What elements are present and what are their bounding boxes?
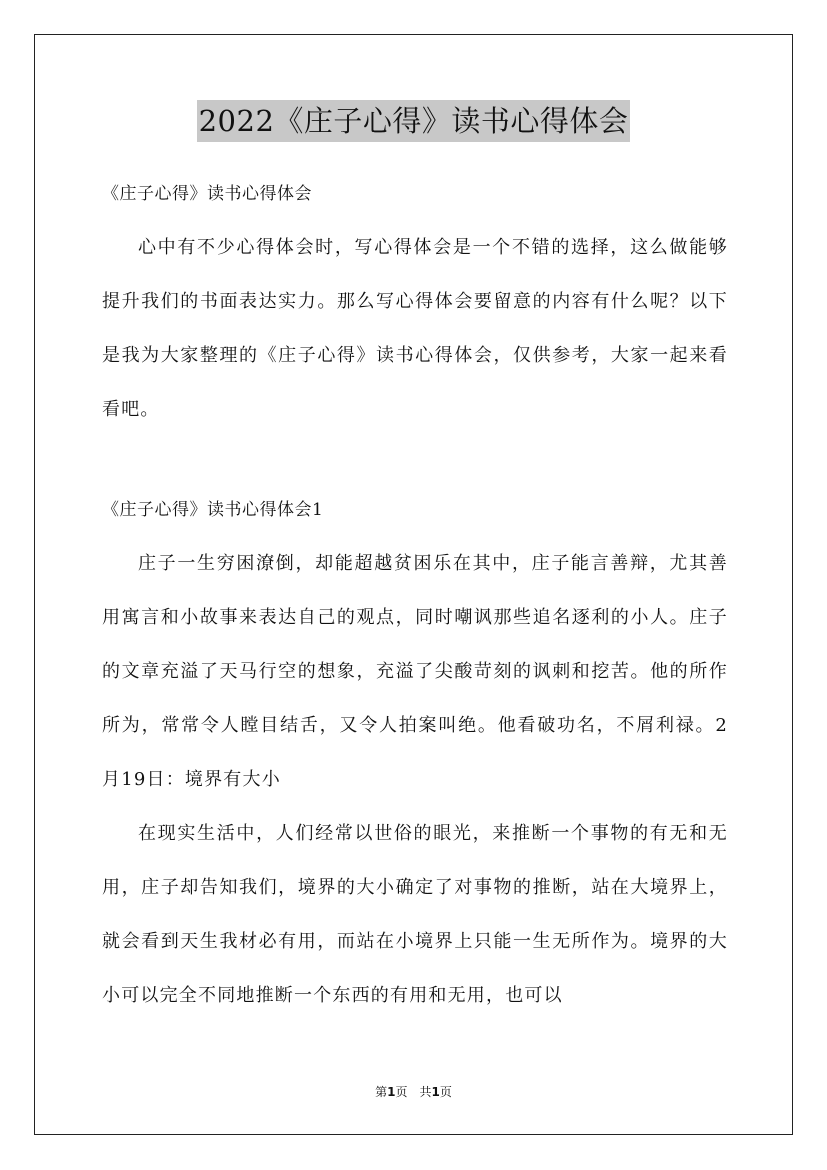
title-container <box>0 100 827 142</box>
page-number-current: 1 <box>387 1085 396 1099</box>
page-footer <box>0 1083 827 1101</box>
intro-paragraph: 心中有不少心得体会时，写心得体会是一个不错的选择，这么做能够提升我们的书面表达实力。那么写心得体会要留意的内容有什么呢？以下是我为大家整理的《庄子心得》读书心得体会，仅供参考，大家一起来看看吧。 <box>102 237 728 420</box>
document-title: 2022《庄子心得》读书心得体会 <box>197 100 631 142</box>
page-number-suffix: 页 <box>395 1085 408 1099</box>
page-total-suffix: 页 <box>439 1085 452 1099</box>
spacer <box>102 529 728 537</box>
spacer <box>102 213 728 221</box>
spacer <box>102 437 728 491</box>
intro-heading: 《庄子心得》读书心得体会 <box>102 184 312 204</box>
section-paragraph: 庄子一生穷困潦倒，却能超越贫困乐在其中，庄子能言善辩，尤其善用寓言和小故事来表达自己的观点，同时嘲讽那些追名逐利的小人。庄子的文章充溢了天马行空的想象，充溢了尖酸苛刻的讽刺和挖苦。他的所作所为，常常令人瞠目结舌，又令人拍案叫绝。他看破功名，不屑利禄。2月19日：境界有大小 <box>102 553 728 790</box>
document-body <box>102 175 728 1023</box>
page-total-prefix: 共 <box>419 1085 432 1099</box>
section-paragraph: 在现实生活中，人们经常以世俗的眼光，来推断一个事物的有无和无用，庄子却告知我们，境界的大小确定了对事物的推断，站在大境界上，就会看到天生我材必有用，而站在小境界上只能一生无所作为。境界的大小可以完全不同地推断一个东西的有用和无用，也可以 <box>102 823 728 1006</box>
page-number-prefix: 第 <box>375 1085 388 1099</box>
section-heading: 《庄子心得》读书心得体会1 <box>102 500 324 520</box>
page-total-count: 1 <box>431 1085 440 1099</box>
